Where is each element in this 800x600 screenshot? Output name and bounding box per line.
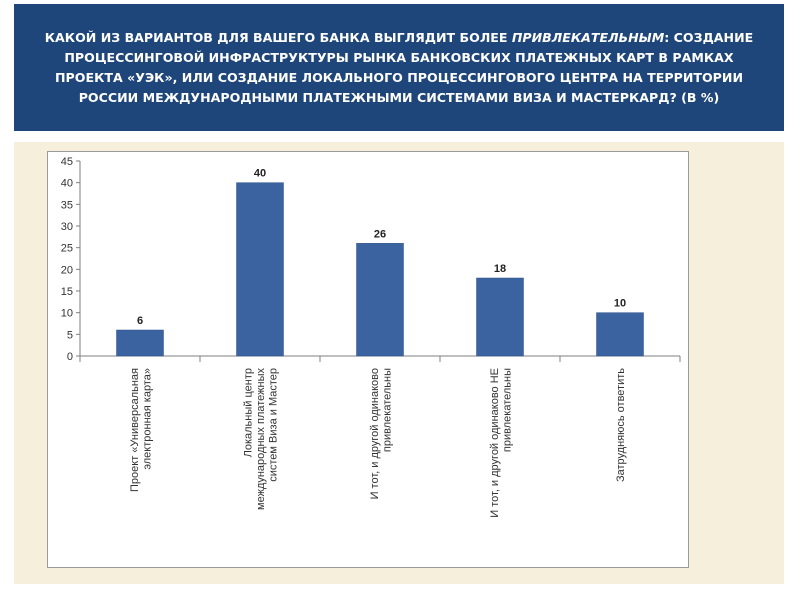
data-label: 26 [373,228,387,241]
bars [117,183,644,356]
data-label: 18 [493,263,507,275]
data-label: 6 [136,315,144,327]
category-label [243,368,280,510]
category-label-line: И тот, и другой одинаково НЕ [488,368,501,518]
y-tick-label: 20 [60,264,73,277]
y-tick-label: 15 [60,286,73,298]
y-tick-label: 5 [66,329,73,342]
y-tick-label: 25 [60,242,73,255]
slide-title [38,28,760,108]
category-label [369,368,394,500]
category-label [129,368,154,492]
y-tick-label: 0 [66,351,73,363]
title-part-1: КАКОЙ ИЗ ВАРИАНТОВ ДЛЯ ВАШЕГО БАНКА ВЫГЛЯДИТ БОЛЕЕ [44,29,512,45]
y-tick-label: 10 [60,307,73,320]
bar [117,330,164,356]
bar [357,243,404,356]
category-label [489,368,514,518]
y-tick-label: 35 [60,199,73,212]
y-tick-label: 40 [60,177,73,190]
category-label-line: международных платежных [255,368,267,510]
data-label: 10 [613,297,627,310]
y-axis [61,156,80,363]
bar [477,278,524,356]
category-label-line: И тот, и другой одинаково [368,368,381,500]
y-tick-label: 30 [60,221,73,233]
category-label-line: систем Виза и Мастер [267,368,280,482]
title-part-2: : СОЗДАНИЕ ПРОЦЕССИНГОВОЙ ИНФРАСТРУКТУРЫ РЫНКА БАНКОВСКИХ ПЛАТЕЖНЫХ КАРТ В РАМКАХ ПРОЕКТА «УЭК», ИЛИ СОЗДАНИЕ ЛОКАЛЬНОГО ПРОЦЕССИНГОВОГО ЦЕНТРА НА ТЕРРИТОРИИ РОССИИ МЕЖДУНАРОДНЫМИ ПЛАТЕЖНЫМИ СИСТЕМАМИ ВИЗА И МАСТЕРКАРД? (В %) [55,29,754,105]
header-banner [14,4,784,131]
category-label [615,368,627,482]
bar [237,183,284,356]
bar-chart [48,152,690,569]
category-label-line: Локальный центр [242,368,255,458]
category-label-line: электронная карта» [141,368,154,470]
y-tick-label: 45 [60,156,73,168]
category-labels [129,368,627,518]
x-axis [80,356,680,362]
bar [597,313,644,356]
chart-frame [47,151,689,568]
title-emphasis: ПРИВЛЕКАТЕЛЬНЫМ [511,29,665,45]
category-label-line: Затрудняюсь ответить [615,368,627,483]
category-label-line: Проект «Универсальная [128,368,141,492]
data-label: 40 [253,167,267,180]
category-label-line: привлекательны [501,368,514,453]
category-label-line: привлекательны [381,368,394,453]
